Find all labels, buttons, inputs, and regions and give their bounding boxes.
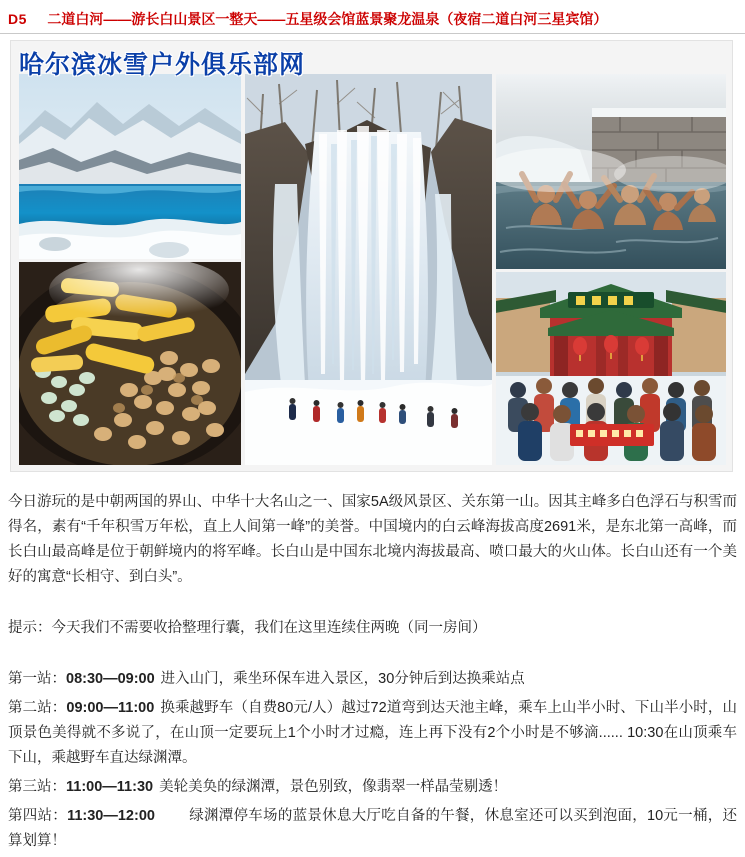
description-block <box>0 490 745 641</box>
tip-paragraph: 提示：今天我们不需要收拾整理行囊，我们在这里连续住两晚（同一房间） <box>8 620 487 636</box>
station-time-2: 09:00—11:00 <box>66 700 155 716</box>
photo-corn-beans <box>19 262 241 465</box>
station-item-3 <box>8 775 737 800</box>
photo-changbai-lake <box>19 74 241 259</box>
collage-grid <box>19 74 726 465</box>
itinerary-header <box>0 0 745 34</box>
station-text-4: 绿渊潭停车场的蓝景休息大厅吃自备的午餐，休息室还可以买到泡面，10元一桶，还算划算！ <box>8 808 737 849</box>
station-text-2: 换乘越野车（自费80元/人）越过72道弯到达天池主峰，乘车上山半小时、下山半小时，山顶景色美得就不多说了，在山顶一定要玩上1个小时才过瘾，连上再下没有2个小时是不够滴...... 10:30在山顶乘车下山，乘越野车直达绿渊潭。 <box>8 700 737 766</box>
station-text-1: 进入山门，乘坐环保车进入景区，30分钟后到达换乘站点 <box>160 671 525 687</box>
photo-collage <box>10 40 733 472</box>
page-title: 二道白河——游长白山景区一整天——五星级会馆蓝景聚龙温泉（夜宿二道白河三星宾馆） <box>47 11 608 27</box>
station-label-3: 第三站： <box>8 779 66 795</box>
photo-hotspring <box>496 74 726 269</box>
station-item-4 <box>8 804 737 854</box>
intro-paragraph: 今日游玩的是中朝两国的界山、中华十大名山之一、国家5A级风景区、关东第一山。因其主峰多白色浮石与积雪而得名，素有“千年积雪万年松，直上人间第一峰”的美誉。中国境内的白云峰海拔高度2691米，是东北第一高峰，而长白山最高峰是位于朝鲜境内的将军峰。长白山是中国东北境内海拔最高、喷口最大的火山体。长白山还有一个美好的寓意“长相守、到白头”。 <box>8 494 737 585</box>
station-label-4: 第四站： <box>8 808 68 824</box>
station-label-1: 第一站： <box>8 671 66 687</box>
watermark-text: 哈尔滨冰雪户外俱乐部网 <box>19 51 306 79</box>
station-time-4: 11:30—12:00 <box>67 808 155 824</box>
station-time-1: 08:30—09:00 <box>66 671 155 687</box>
station-list <box>0 667 745 854</box>
station-text-3: 美轮美奂的绿渊潭，景色别致，像翡翠一样晶莹剔透！ <box>159 779 508 795</box>
photo-ice-waterfall <box>245 74 492 465</box>
station-item-2 <box>8 696 737 771</box>
station-time-3: 11:00—11:30 <box>66 779 154 795</box>
day-code: D5 <box>8 11 27 27</box>
station-item-1 <box>8 667 737 692</box>
station-label-2: 第二站： <box>8 700 67 716</box>
photo-group-gate <box>496 272 726 465</box>
